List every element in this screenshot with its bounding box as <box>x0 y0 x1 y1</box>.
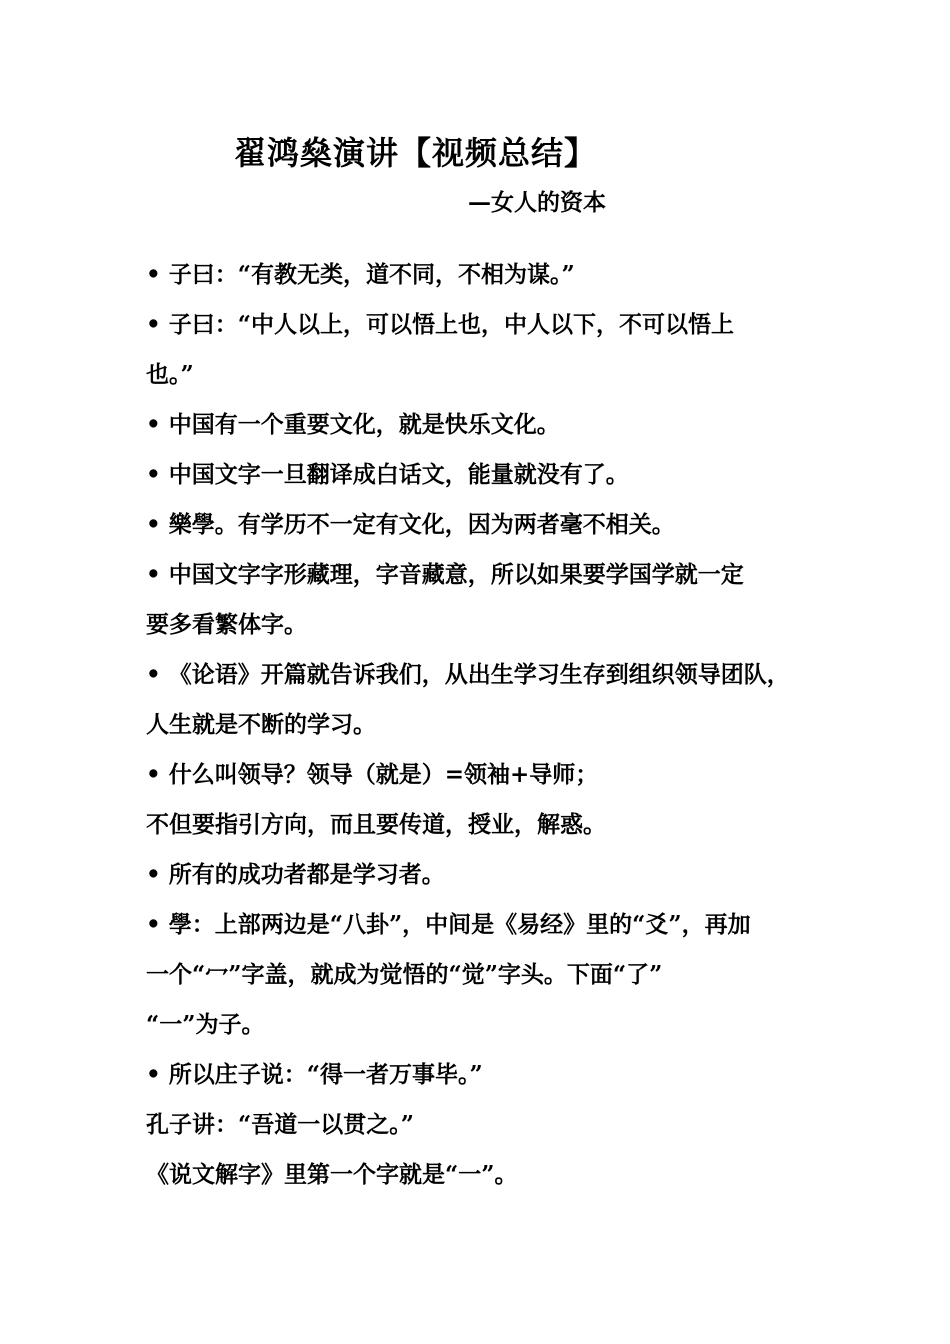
text-line: • 所以庄子说：“得一者万事毕。” <box>146 1061 483 1088</box>
text-line: 孔子讲：“吾道一以贯之。” <box>146 1111 414 1138</box>
text-line: “一”为子。 <box>146 1011 265 1038</box>
text-line: • 中国文字一旦翻译成白话文，能量就没有了。 <box>146 461 629 488</box>
text-line: • 中国文字字形藏理，字音藏意，所以如果要学国学就一定 <box>146 561 744 588</box>
text-line: 要多看繁体字。 <box>146 611 307 638</box>
text-line: 一个“冖”字盖，就成为觉悟的“觉”字头。下面“了” <box>146 961 663 988</box>
document-title: 翟鸿燊演讲【视频总结】 <box>234 134 598 172</box>
text-line: 《说文解字》里第一个字就是“一”。 <box>146 1161 518 1188</box>
document-body <box>146 250 816 1200</box>
text-line: • 《论语》开篇就告诉我们，从出生学习生存到组织领导团队， <box>146 661 790 688</box>
text-line: • 什么叫领导？领导（就是）=领袖+导师； <box>146 761 599 788</box>
text-line: 不但要指引方向，而且要传道，授业，解惑。 <box>146 811 606 838</box>
text-line: • 中国有一个重要文化，就是快乐文化。 <box>146 411 560 438</box>
text-line: • 子曰：“中人以上，可以悟上也，中人以下，不可以悟上 <box>146 311 734 338</box>
text-line: • 學：上部两边是“八卦”，中间是《易经》里的“爻”，再加 <box>146 911 751 938</box>
text-line: • 所有的成功者都是学习者。 <box>146 861 445 888</box>
text-line: • 樂學。有学历不一定有文化，因为两者毫不相关。 <box>146 511 675 538</box>
text-line: 也。” <box>146 361 194 388</box>
text-line: • 子曰：“有教无类，道不同，不相为谋。” <box>146 261 575 288</box>
text-line: 人生就是不断的学习。 <box>146 711 376 738</box>
document-subtitle: —女人的资本 <box>468 189 606 216</box>
